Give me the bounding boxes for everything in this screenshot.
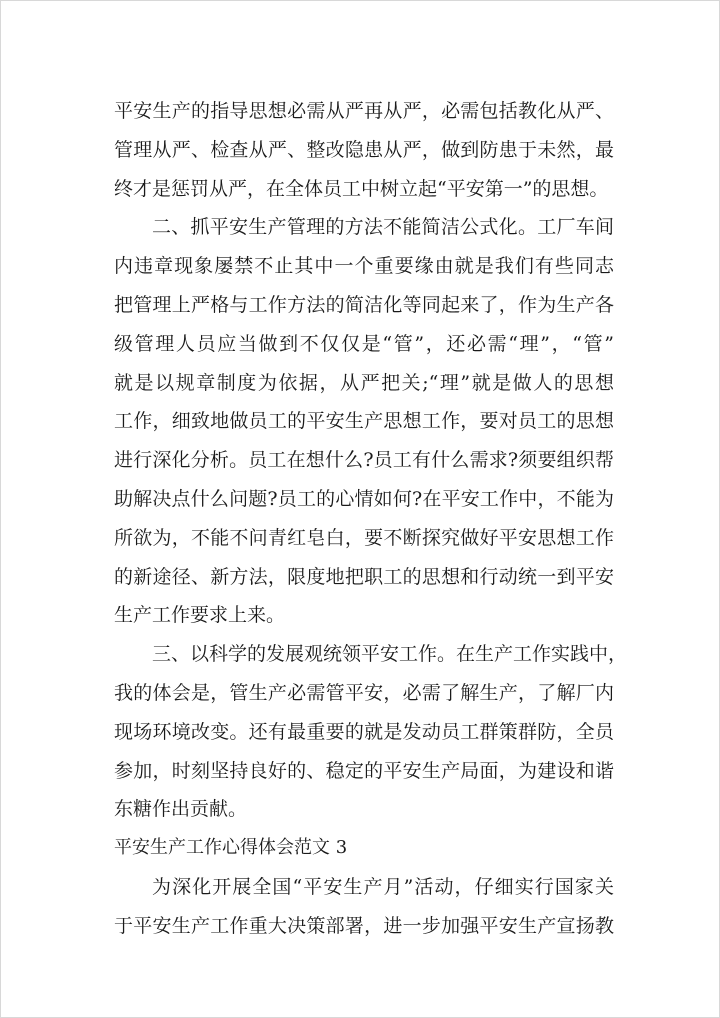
text-line: 级管理人员应当做到不仅仅是“管”，还必需“理”，“管” <box>114 332 614 355</box>
text-line: 生产工作要求上来。 <box>114 604 286 627</box>
text-line: 终才是惩罚从严，在全体员工中树立起“平安第一”的思想。 <box>114 177 609 200</box>
section-three-first-line: 三、以科学的发展观统领平安工作。在生产工作实践中， <box>152 643 628 666</box>
text-line: 内违章现象屡禁不止其中一个重要缘由就是我们有些同志 <box>114 255 614 278</box>
text-line: 平安生产的指导思想必需从严再从严，必需包括教化从严、 <box>114 100 614 122</box>
text-line: 于平安生产工作重大决策部署，进一步加强平安生产宣扬教 <box>114 914 614 937</box>
text-line: 我的体会是，管生产必需管平安，必需了解生产，了解厂内 <box>114 681 614 704</box>
text-line: 所欲为，不能不问青红皂白，要不断探究做好平安思想工作 <box>114 526 614 549</box>
text-line: 进行深化分析。员工在想什么?员工有什么需求?须要组织帮 <box>114 449 614 472</box>
text-line: 的新途径、新方法，限度地把职工的思想和行动统一到平安 <box>114 565 614 588</box>
text-line: 工作，细致地做员工的平安生产思想工作，要对员工的思想 <box>114 410 614 433</box>
section-two-first-line: 二、抓平安生产管理的方法不能简洁公式化。工厂车间 <box>152 216 614 239</box>
text-line: 把管理上严格与工作方法的简洁化等同起来了，作为生产各 <box>114 293 614 316</box>
text-line: 管理从严、检查从严、整改隐患从严，做到防患于未然，最 <box>114 138 614 161</box>
text-line: 参加，时刻坚持良好的、稳定的平安生产局面，为建设和谐 <box>114 759 614 782</box>
document-body <box>114 92 628 946</box>
text-line: 现场环境改变。还有最重要的就是发动员工群策群防，全员 <box>114 720 614 743</box>
essay-heading: 平安生产工作心得体会范文 3 <box>114 837 348 859</box>
text-line: 东糖作出贡献。 <box>114 798 248 821</box>
essay-first-line: 为深化开展全国“平安生产月”活动，仔细实行国家关 <box>152 875 614 898</box>
text-line: 助解决点什么问题?员工的心情如何?在平安工作中，不能为 <box>114 487 614 510</box>
text-line: 就是以规章制度为依据，从严把关;“理”就是做人的思想 <box>114 371 614 394</box>
